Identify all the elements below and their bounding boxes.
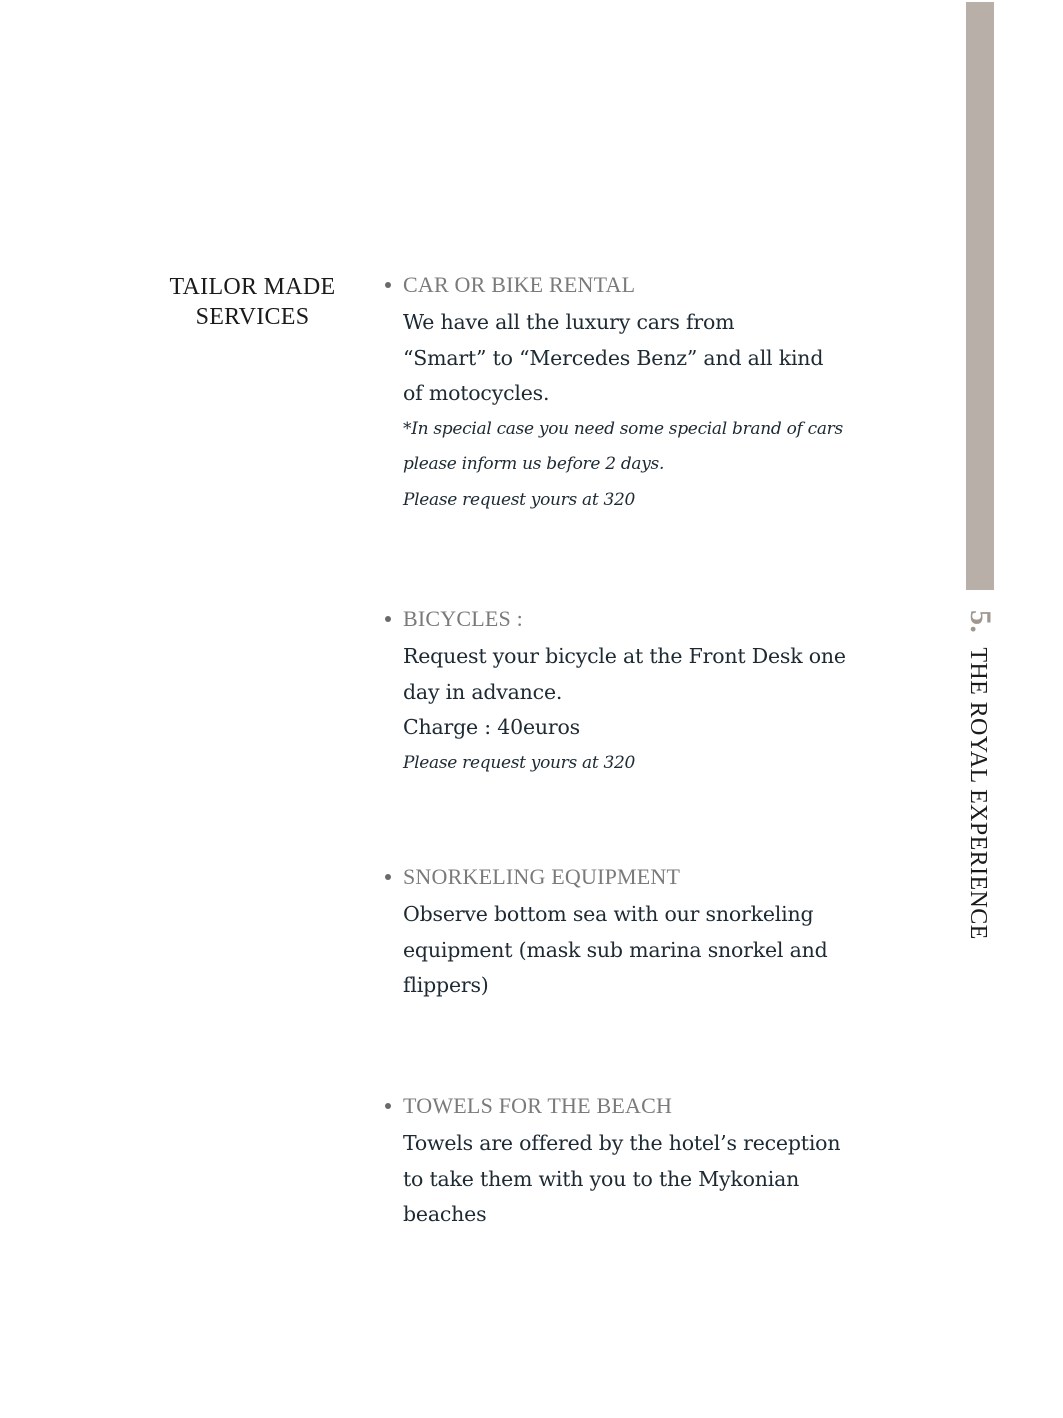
service-car-bike-rental (403, 271, 853, 518)
service-bicycles (403, 605, 853, 781)
service-beach-towels (403, 1092, 853, 1233)
service-body-line: “Smart” to “Mercedes Benz” and all kind (403, 345, 824, 370)
service-note-line: *In special case you need some special brand of cars (403, 418, 843, 439)
section-title (160, 272, 345, 332)
service-body-line: equipment (mask sub marina snorkel and (403, 937, 828, 962)
service-note-line: Please request yours at 320 (403, 752, 636, 773)
service-body-line: Towels are offered by the hotel’s reception (403, 1131, 841, 1155)
service-body-line: We have all the luxury cars from (403, 310, 735, 334)
service-note-line: Please request yours at 320 (403, 489, 636, 510)
service-body-line: Observe bottom sea with our snorkeling (403, 902, 814, 926)
bullet-icon (385, 282, 391, 288)
chapter-tab-bar (966, 2, 994, 590)
bullet-icon (385, 874, 391, 880)
section-title-line-2: SERVICES (195, 304, 310, 330)
chapter-label (964, 610, 997, 940)
service-body-line: to take them with you to the Mykonian (403, 1166, 800, 1191)
service-body-line: flippers) (403, 973, 489, 997)
bullet-icon (385, 1103, 391, 1109)
chapter-title: THE ROYAL EXPERIENCE (965, 647, 991, 940)
service-note-line: please inform us before 2 days. (403, 454, 665, 474)
service-body-line: day in advance. (403, 679, 563, 704)
service-body-line: of motocycles. (403, 381, 550, 405)
service-body-line: Request your bicycle at the Front Desk one (403, 644, 846, 668)
service-snorkeling-equipment (403, 863, 853, 1004)
service-heading: SNORKELING EQUIPMENT (403, 864, 681, 889)
bullet-icon (385, 616, 391, 622)
service-heading: TOWELS FOR THE BEACH (403, 1093, 673, 1118)
service-heading: CAR OR BIKE RENTAL (403, 272, 636, 297)
chapter-number: 5. (964, 610, 997, 634)
service-heading: BICYCLES : (403, 606, 523, 631)
service-body-line: beaches (403, 1202, 487, 1226)
section-title-line-1: TAILOR MADE (169, 274, 336, 300)
service-body-line: Charge : 40euros (403, 715, 580, 739)
